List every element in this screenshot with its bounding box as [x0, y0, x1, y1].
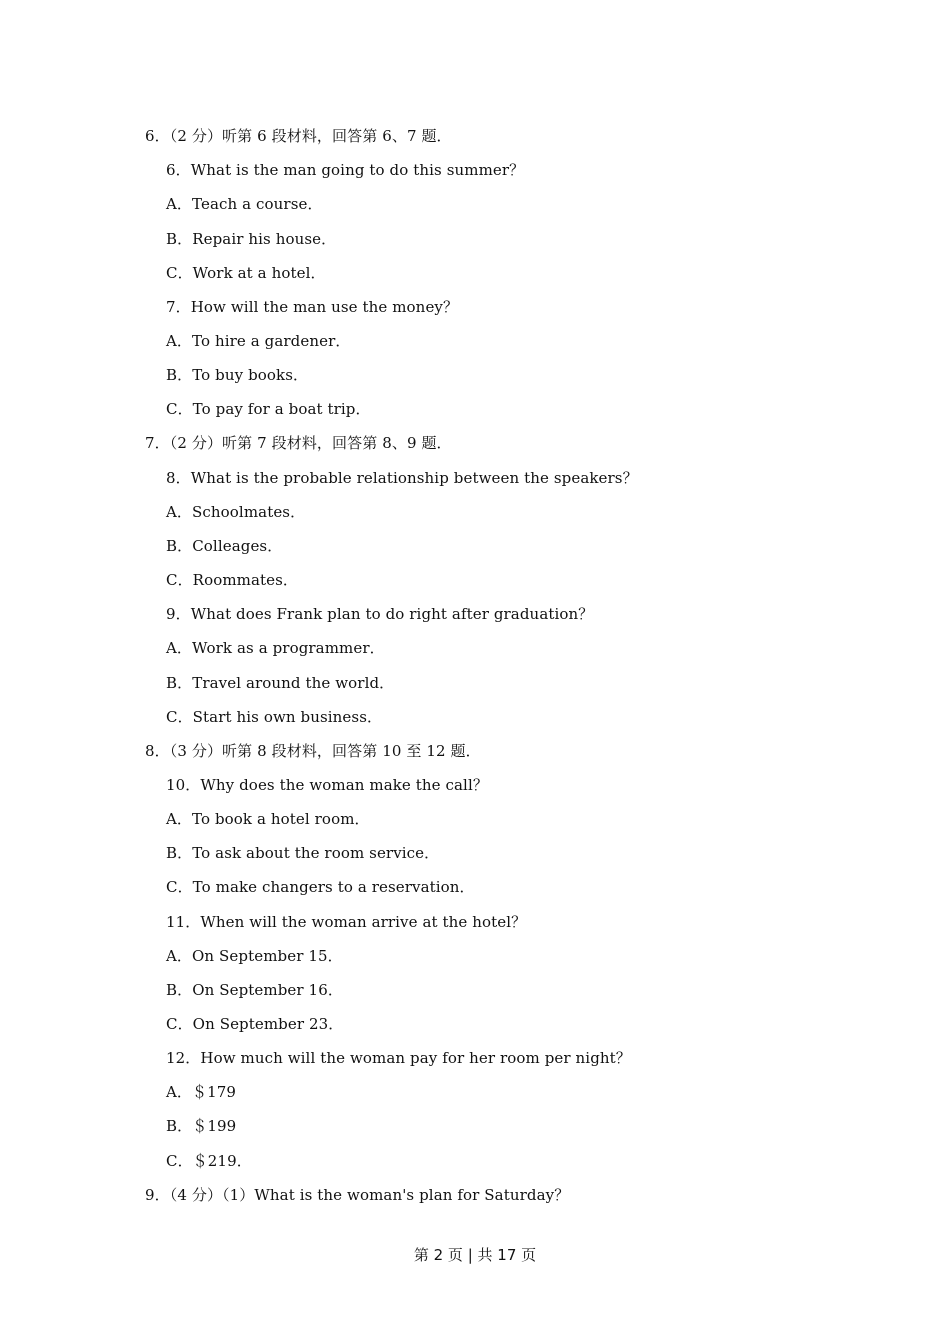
sub-question-7: 7．How will the man use the money？: [166, 298, 459, 316]
question-9-heading: 9．（4 分）（1）What is the woman's plan for Saturday？: [145, 1186, 570, 1204]
option-12b: B．＄199: [166, 1117, 237, 1135]
option-12c: C．＄219．: [166, 1152, 252, 1170]
sub-question-12: 12．How much will the woman pay for her room per night？: [166, 1049, 631, 1067]
option-9c: C．Start his own business．: [166, 708, 383, 726]
option-6a: A．Teach a course．: [166, 195, 323, 213]
option-11b: B．On September 16．: [166, 981, 343, 999]
option-11c: C．On September 23．: [166, 1015, 344, 1033]
sub-question-11: 11．When will the woman arrive at the hotel？: [166, 913, 527, 931]
question-8-heading: 8．（3 分）听第 8 段材料，回答第 10 至 12 题．: [145, 742, 481, 760]
option-6b: B．Repair his house．: [166, 230, 337, 248]
question-7-heading: 7．（2 分）听第 7 段材料，回答第 8、9 题．: [145, 434, 452, 452]
option-12a: A．＄179: [166, 1083, 237, 1101]
option-7b: B．To buy books．: [166, 366, 309, 384]
option-9b: B．Travel around the world．: [166, 674, 395, 692]
option-6c: C．Work at a hotel．: [166, 264, 326, 282]
option-7a: A．To hire a gardener．: [166, 332, 351, 350]
option-11a: A．On September 15．: [166, 947, 343, 965]
option-10c: C．To make changers to a reservation．: [166, 878, 475, 896]
option-9a: A．Work as a programmer．: [166, 639, 385, 657]
sub-question-6: 6．What is the man going to do this summer？: [166, 161, 525, 179]
option-10a: A．To book a hotel room．: [166, 810, 370, 828]
option-10b: B．To ask about the room service．: [166, 844, 440, 862]
option-7c: C．To pay for a boat trip．: [166, 400, 371, 418]
option-8c: C．Roommates．: [166, 571, 299, 589]
sub-question-8: 8．What is the probable relationship between the speakers？: [166, 469, 638, 487]
question-6-heading: 6．（2 分）听第 6 段材料，回答第 6、7 题．: [145, 127, 452, 145]
sub-question-10: 10．Why does the woman make the call？: [166, 776, 488, 794]
sub-question-9: 9．What does Frank plan to do right after graduation？: [166, 605, 594, 623]
option-8a: A．Schoolmates．: [166, 503, 306, 521]
page-footer: 第 2 页 | 共 17 页: [413, 1246, 537, 1264]
option-8b: B．Colleages．: [166, 537, 283, 555]
